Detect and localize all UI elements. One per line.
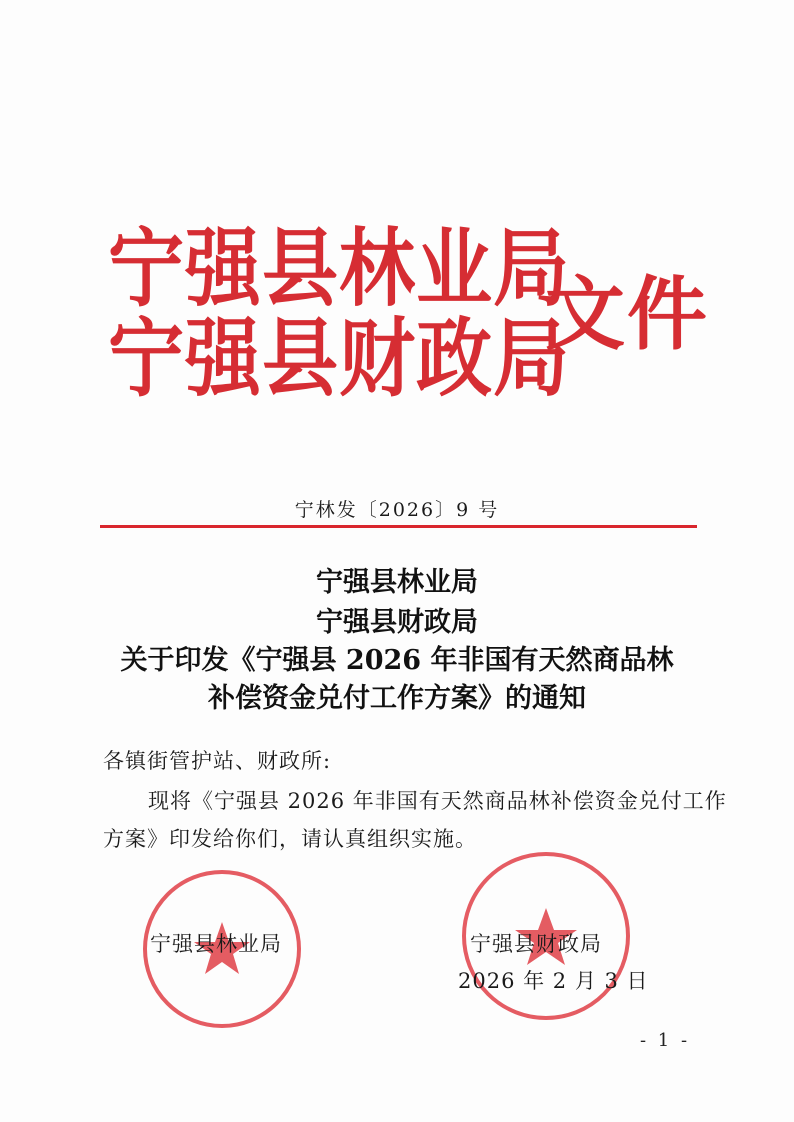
signature-org-finance: 宁强县财政局	[470, 932, 602, 956]
header-org-forestry: 宁强县林业局	[108, 218, 570, 319]
red-divider-line	[100, 525, 697, 528]
document-number: 宁林发〔2026〕9 号	[294, 499, 500, 521]
header-suffix: 文件	[545, 267, 709, 361]
header-org-finance: 宁强县财政局	[108, 308, 570, 409]
body-paragraph-line-1: 现将《宁强县 2026 年非国有天然商品林补偿资金兑付工作	[148, 789, 727, 813]
signature-org-forestry: 宁强县林业局	[150, 932, 282, 956]
signature-date: 2026 年 2 月 3 日	[458, 969, 649, 993]
title-line-4: 补偿资金兑付工作方案》的通知	[208, 683, 586, 714]
body-paragraph-line-2: 方案》印发给你们，请认真组织实施。	[103, 827, 477, 851]
addressee: 各镇街管护站、财政所:	[103, 749, 332, 773]
title-line-1: 宁强县林业局	[316, 567, 478, 598]
title-line-3: 关于印发《宁强县 2026 年非国有天然商品林	[120, 645, 674, 676]
title-line-2: 宁强县财政局	[316, 607, 478, 638]
page-number: - 1 -	[640, 1030, 691, 1051]
